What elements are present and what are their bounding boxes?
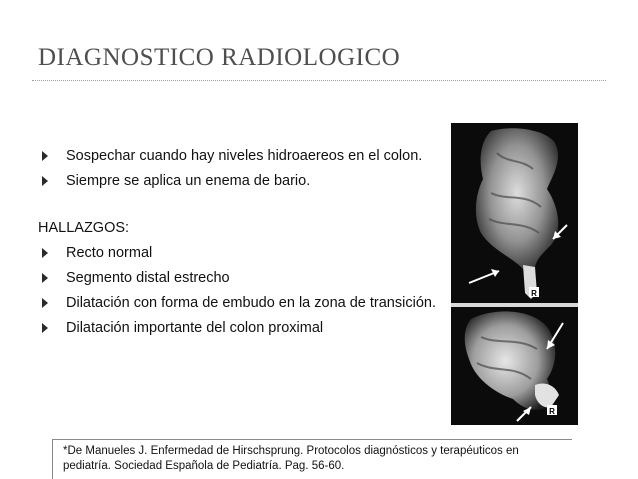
bullet-item [38,173,310,189]
marker-r-upper: R [531,289,537,298]
slide-title: DIAGNOSTICO RADIOLOGICO [38,44,401,71]
footnote-line-2: pediatría. Sociedad Española de Pediatría. Pag. 56-60. [63,460,345,472]
bullet-item [38,295,436,311]
bullet-item [38,245,152,261]
bullet-arrow-icon [42,176,48,186]
bullet-item [38,148,422,164]
bullet-arrow-icon [42,248,48,258]
bullet-text: Siempre se aplica un enema de bario. [66,173,311,189]
barium-enema-xray-image [451,123,578,425]
findings-heading: HALLAZGOS: [38,220,130,236]
bullet-text: Segmento distal estrecho [66,270,230,286]
xray-illustration [451,123,578,425]
bullet-text: Sospechar cuando hay niveles hidroaereos en el colon. [66,148,423,164]
bullet-item [38,270,230,286]
marker-r-lower: R [549,407,555,416]
bullet-arrow-icon [42,298,48,308]
bullet-text: Dilatación con forma de embudo en la zona de transición. [66,295,436,311]
footnote-line-1: *De Manueles J. Enfermedad de Hirschsprung. Protocolos diagnósticos y terapéuticos en [63,445,519,457]
bullet-arrow-icon [42,151,48,161]
bullet-item [38,320,323,336]
bullet-arrow-icon [42,323,48,333]
title-divider [32,80,606,81]
bullet-arrow-icon [42,273,48,283]
footnote-reference [52,439,572,479]
bullet-text: Dilatación importante del colon proximal [66,320,324,336]
bullet-text: Recto normal [66,245,153,261]
